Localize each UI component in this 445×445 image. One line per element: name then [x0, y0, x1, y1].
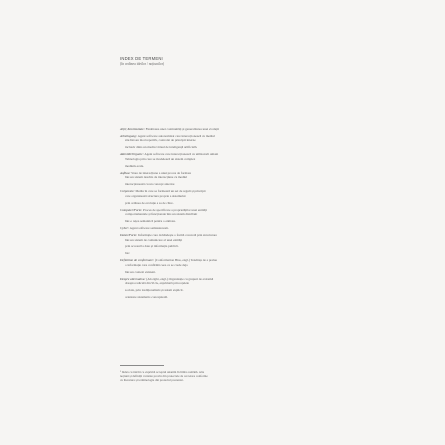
entry-head: Definition de conformare: [120, 258, 154, 263]
footnote [120, 365, 296, 383]
index-entry [120, 270, 296, 275]
index-header [120, 56, 164, 67]
entry-continuation: prin accesul la date și informația publică. [125, 244, 179, 249]
entry-head: Cyber: [120, 226, 130, 231]
index-entry [120, 226, 296, 231]
index-title: INDEX DE TERMENI [120, 56, 163, 61]
index-entry [120, 182, 296, 187]
entry-continuation: sociale, prin tradiționalism și rasism explicit. [125, 288, 184, 293]
index-entry [120, 233, 296, 242]
index-entry [120, 295, 296, 300]
entry-continuation: dreapta radicală din SUA, exprimată prin rețelele [125, 281, 189, 286]
entry-continuation: într-un sistem de comunicare al unei entități [125, 237, 183, 242]
entry-text: Agent software semiautonom. [129, 226, 169, 231]
entry-text: Finalitatea unei continuități și generalitatea unei evoluții [145, 127, 219, 131]
entry-continuation: o informație care confirmă ceea ce se crede deja [125, 262, 188, 267]
entry-head: Despre alternativa: [120, 276, 146, 281]
index-entry [120, 145, 296, 150]
entry-continuation: într-un sistem deschis de interacțiune cu mediul [125, 175, 188, 180]
entry-continuation: Tehnologia prin care se modelează un sistem complex [125, 156, 196, 161]
entry-text: Agent software autonomizat care interacționează cu mediul [137, 133, 215, 138]
entry-text: Stare de interacțiune a unui proces de formare [131, 170, 192, 175]
entry-text: (Alt-right, engl.) Organizație cu grupuri de extremă [146, 276, 214, 281]
index-entries [120, 127, 296, 302]
entry-continuation: inclusiv dintr-un mediu virtual de inteligență artificială. [125, 145, 198, 150]
entry-continuation: său într-un mod repetitiv, controlat de principii interne [125, 138, 196, 143]
entry-text: (Conformation Bias, engl.) Tendința de a prelua [154, 258, 217, 263]
index-entry [120, 171, 296, 180]
entry-continuation: medium-scale. [125, 163, 145, 168]
index-entry [120, 219, 296, 224]
index-subtitle: (în ordinea ideilor / noțiunilor) [120, 62, 165, 66]
index-entry [120, 189, 296, 198]
entry-head: Computer/Form: [120, 207, 143, 212]
entry-text: Agent software care interacționează cu utilizatorii umani [144, 152, 219, 157]
footnote-line: cu literatura și terminologia din proiectul prezentat. [120, 378, 184, 383]
index-entry [120, 164, 296, 169]
entry-continuation: comportamentale și funcționale într-un sistem distribuit [125, 212, 198, 217]
entry-continuation: orientare sistematic-conceptuală. [125, 295, 168, 300]
index-entry [120, 152, 296, 161]
entry-continuation: într-o rețea semantică pentru o entitate. [125, 219, 176, 224]
entry-continuation: interacționează cu un concept anterior. [125, 182, 176, 187]
entry-head: Corporate: [120, 189, 135, 194]
index-entry [120, 244, 296, 249]
index-entry [120, 127, 296, 132]
footnote-line: noțiuni și definiții variante provin din proiectele de cercetare conforme [120, 373, 208, 378]
index-entry [120, 288, 296, 293]
entry-head: Aufbau: [120, 170, 131, 175]
entry-head: Aktivität/Organic: [120, 152, 144, 157]
index-entry [120, 134, 296, 143]
entry-head: Daten/Form: [120, 232, 138, 237]
index-entry [120, 251, 296, 256]
index-entry [120, 201, 296, 206]
entry-continuation: prin ordinea de evoluție a sa de către. [125, 200, 174, 205]
index-entry [120, 258, 296, 267]
entry-text: Informație care dobândește o formă concretă prin structurare [137, 232, 217, 237]
entry-continuation: bio: [125, 251, 131, 256]
index-entry [120, 208, 296, 217]
footnote-rule [120, 365, 164, 366]
entry-head: Arbeitsgang: [120, 133, 137, 138]
entry-head: Alții; Kontinuitate: [120, 127, 145, 131]
entry-text: Mediu în care se formează un set de reguli și principii [135, 189, 206, 194]
entry-continuation: care organizează structura proprie a sistemului [125, 193, 186, 198]
entry-continuation: într-un context existent. [125, 269, 156, 274]
index-entry [120, 277, 296, 286]
footnote-line: ¹ Index cu intrări ce exprimă acceptul unanim în limba română. Alte [120, 369, 205, 374]
entry-text: Proces de specificare a proprietăților unei entități [143, 207, 207, 212]
